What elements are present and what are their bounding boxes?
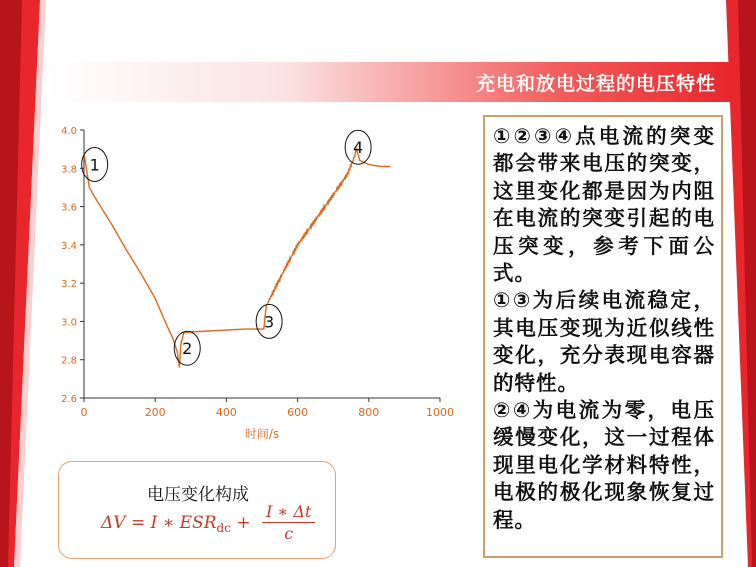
chart-svg xyxy=(50,120,454,450)
y-tick-label: 2.8 xyxy=(61,355,77,367)
formula-subscript: dc xyxy=(216,520,231,535)
y-tick-label: 2.6 xyxy=(61,394,77,405)
x-tick-label: 0 xyxy=(80,406,88,419)
annotation-label-4: 4 xyxy=(353,138,364,158)
formula-plus: + xyxy=(230,512,257,533)
y-tick-label: 3.6 xyxy=(61,202,77,214)
voltage-curve xyxy=(84,149,390,367)
y-tick-label: 3.8 xyxy=(61,164,77,176)
x-tick-label: 200 xyxy=(144,406,166,419)
formula-label: 电压变化构成 xyxy=(147,485,249,505)
x-tick-label: 800 xyxy=(358,406,380,419)
y-tick-label: 3.2 xyxy=(61,279,77,291)
annotation-label-3: 3 xyxy=(264,312,275,332)
formula xyxy=(101,502,315,543)
title-bar xyxy=(48,62,734,102)
explanation-paragraph-1: ①②③④点电流的突变都会带来电压的突变，这里变化都是因为内阻在电流的突变引起的电压突变，参考下面公式。 xyxy=(493,124,715,286)
voltage-chart xyxy=(50,120,454,450)
formula-lhs: ΔV = I ∗ ESR xyxy=(101,512,217,533)
annotation-label-2: 2 xyxy=(182,339,193,359)
x-tick-label: 1000 xyxy=(426,406,454,419)
formula-numerator: I ∗ Δt xyxy=(262,502,315,523)
page-title: 充电和放电过程的电压特性 xyxy=(475,73,716,95)
formula-denominator: c xyxy=(284,524,294,543)
explanation-paragraph-2: ①③为后续电流稳定，其电压变现为近似线性变化，充分表现电容器的特性。 xyxy=(493,288,715,395)
annotation-label-1: 1 xyxy=(89,155,100,175)
y-tick-label: 4.0 xyxy=(61,126,77,137)
x-axis-label: 时间/s xyxy=(244,427,280,441)
explanation-paragraph-3: ②④为电流为零，电压缓慢变化，这一过程体现里电化学材料特性，电极的极化现象恢复过程。 xyxy=(493,398,715,532)
y-tick-label: 3.0 xyxy=(61,317,77,329)
formula-box xyxy=(58,461,336,559)
y-tick-label: 3.4 xyxy=(61,240,77,252)
x-tick-label: 600 xyxy=(287,406,309,419)
formula-fraction xyxy=(262,502,315,543)
explanation-box xyxy=(483,115,723,558)
left-edge-decoration xyxy=(0,0,40,567)
x-tick-label: 400 xyxy=(215,406,237,419)
